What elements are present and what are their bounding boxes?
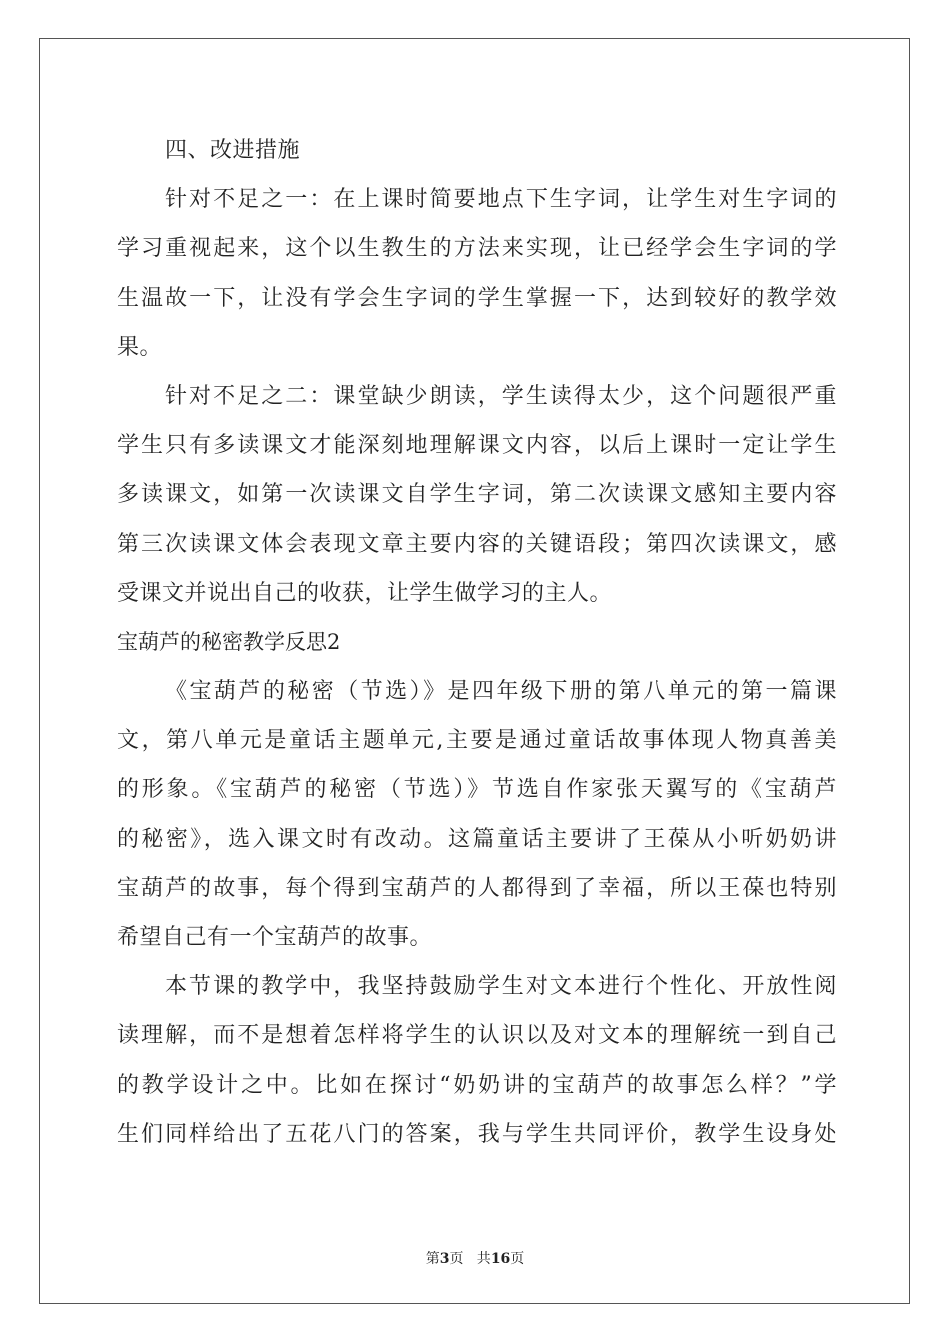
paragraph-1	[117, 175, 837, 372]
text-line: 针对不足之二：课堂缺少朗读，学生读得太少，这个问题很严重	[165, 383, 837, 409]
text-line: 第三次读课文体会表现文章主要内容的关键语段；第四次读课文，感	[117, 531, 837, 557]
text-line: 的教学设计之中。比如在探讨“奶奶讲的宝葫芦的故事怎么样？”学	[117, 1072, 837, 1098]
paragraph-2	[117, 372, 837, 618]
footer-mid: 页 共	[449, 1251, 491, 1267]
text-line: 生温故一下，让没有学会生字词的学生掌握一下，达到较好的教学效	[117, 285, 837, 311]
text-line: 宝葫芦的故事，每个得到宝葫芦的人都得到了幸福，所以王葆也特别	[117, 875, 837, 901]
text-line: 针对不足之一：在上课时简要地点下生字词，让学生对生字词的	[165, 187, 837, 213]
page-footer	[0, 1248, 950, 1268]
paragraph-4	[117, 962, 837, 1159]
text-line: 的秘密》，选入课文时有改动。这篇童话主要讲了王葆从小听奶奶讲	[117, 826, 837, 852]
current-page-number: 3	[439, 1251, 450, 1267]
text-line: 读理解，而不是想着怎样将学生的认识以及对文本的理解统一到自己	[117, 1023, 837, 1049]
article-title: 宝葫芦的秘密教学反思2	[117, 629, 341, 654]
text-line: 生们同样给出了五花八门的答案，我与学生共同评价，教学生设身处	[117, 1121, 837, 1147]
text-line: 受课文并说出自己的收获，让学生做学习的主人。	[117, 580, 613, 606]
text-line: 学生只有多读课文才能深刻地理解课文内容，以后上课时一定让学生	[117, 433, 837, 459]
text-line: 学习重视起来，这个以生教生的方法来实现，让已经学会生字词的学	[117, 236, 837, 262]
text-line: 《宝葫芦的秘密（节选）》是四年级下册的第八单元的第一篇课	[165, 679, 837, 705]
text-line: 文，第八单元是童话主题单元,主要是通过童话故事体现人物真善美	[117, 728, 837, 754]
text-line: 的形象。《宝葫芦的秘密（节选）》节选自作家张天翼写的《宝葫芦	[117, 777, 837, 803]
text-line: 多读课文，如第一次读课文自学生字词，第二次读课文感知主要内容	[117, 482, 837, 508]
text-line: 果。	[117, 334, 163, 360]
total-pages-number: 16	[490, 1251, 511, 1267]
text-line: 希望自己有一个宝葫芦的故事。	[117, 925, 433, 950]
section-heading: 四、改进措施	[165, 138, 301, 163]
document-body	[117, 126, 837, 1159]
paragraph-3	[117, 667, 837, 962]
footer-prefix: 第	[425, 1251, 440, 1267]
text-line: 本节课的教学中，我坚持鼓励学生对文本进行个性化、开放性阅	[165, 974, 837, 1000]
footer-suffix: 页	[510, 1251, 525, 1267]
